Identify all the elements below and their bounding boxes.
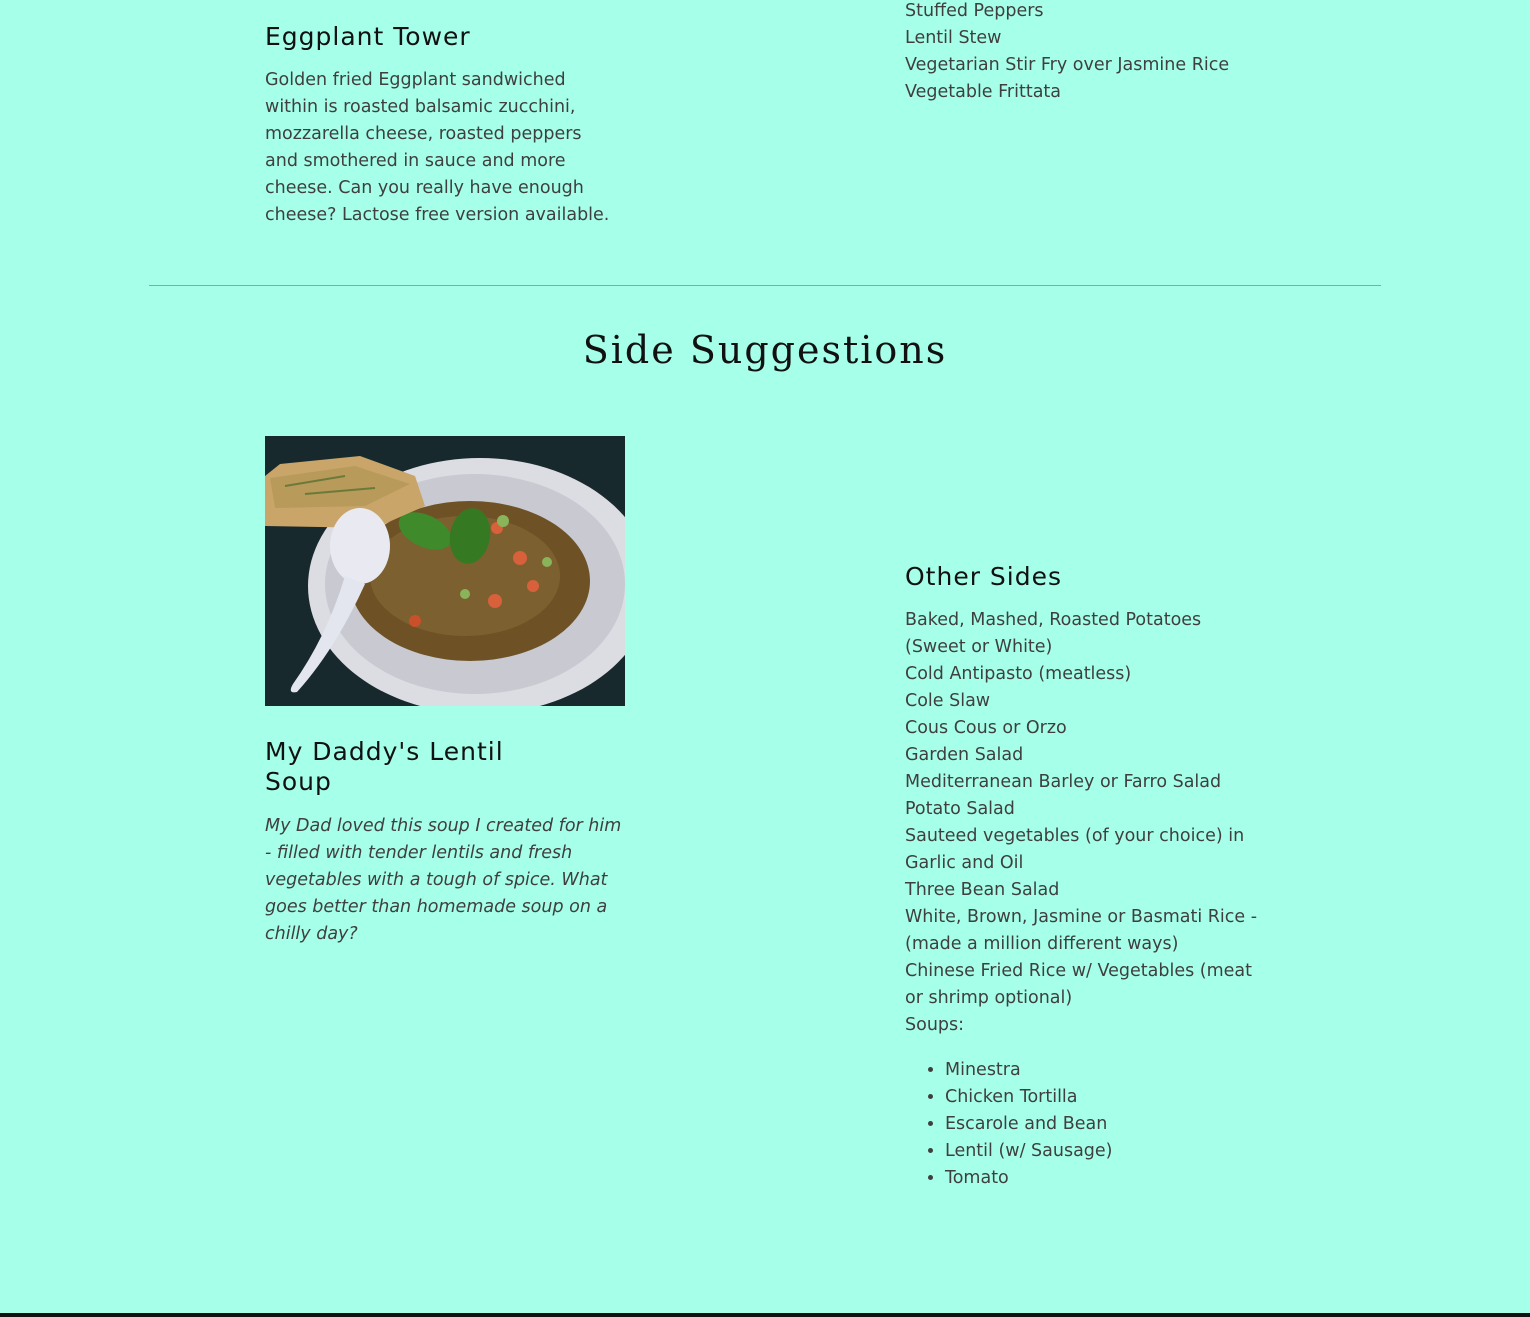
list-item: Potato Salad xyxy=(905,799,1015,819)
list-item: Vegetarian Stir Fry over Jasmine Rice xyxy=(905,55,1230,75)
list-item: Three Bean Salad xyxy=(905,880,1060,900)
list-item: • Lentil (w/ Sausage) xyxy=(945,1138,1113,1165)
list-item: • Tomato xyxy=(945,1165,1113,1192)
soups-label: Soups: xyxy=(905,1015,965,1035)
list-item: Cole Slaw xyxy=(905,691,991,711)
side-suggestions-heading: Side Suggestions xyxy=(582,328,948,372)
list-item: Vegetable Frittata xyxy=(905,82,1062,102)
footer-bar xyxy=(0,1313,1530,1317)
entree-list xyxy=(905,0,1229,106)
lentil-soup-title: My Daddy's Lentil Soup xyxy=(265,737,504,796)
soups-list xyxy=(905,1057,1113,1192)
list-item: • Minestra xyxy=(945,1057,1113,1084)
list-item: • Escarole and Bean xyxy=(945,1111,1113,1138)
list-item: Cold Antipasto (meatless) xyxy=(905,664,1132,684)
lentil-soup-photo xyxy=(265,436,625,706)
list-item: Chinese Fried Rice w/ Vegetables (meat or shrimp optional) xyxy=(905,961,1252,1008)
lentil-soup-description: My Dad loved this soup I created for him - filled with tender lentils and fresh vegetables with a tough of spice. What goes better than homemade soup on a chilly day? xyxy=(265,816,622,944)
list-item: • Chicken Tortilla xyxy=(945,1084,1113,1111)
list-item: Baked, Mashed, Roasted Potatoes (Sweet or White) xyxy=(905,610,1202,657)
eggplant-tower-description: Golden fried Eggplant sandwiched within is roasted balsamic zucchini, mozzarella cheese, roasted peppers and smothered in sauce and more cheese. Can you really have enough cheese? Lactose free version available. xyxy=(265,70,610,225)
list-item: White, Brown, Jasmine or Basmati Rice - (made a million different ways) xyxy=(905,907,1258,954)
list-item: Mediterranean Barley or Farro Salad xyxy=(905,772,1222,792)
eggplant-tower-title: Eggplant Tower xyxy=(265,22,471,51)
list-item: Cous Cous or Orzo xyxy=(905,718,1067,738)
list-item: Lentil Stew xyxy=(905,28,1002,48)
section-divider xyxy=(149,285,1381,286)
list-item: Sauteed vegetables (of your choice) in Garlic and Oil xyxy=(905,826,1245,873)
other-sides-list xyxy=(905,607,1265,1012)
other-sides-title: Other Sides xyxy=(905,562,1063,591)
list-item: Stuffed Peppers xyxy=(905,1,1044,21)
list-item: Garden Salad xyxy=(905,745,1024,765)
